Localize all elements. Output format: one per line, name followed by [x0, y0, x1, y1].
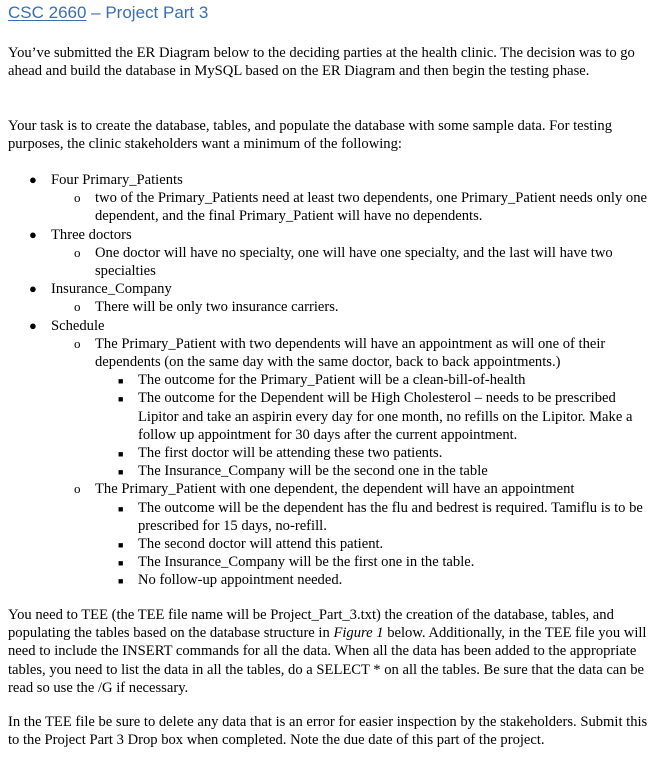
schedule-item	[0, 371, 660, 389]
schedule-item	[0, 389, 660, 444]
requirement-detail-text: There will be only two insurance carriers.	[95, 299, 339, 316]
requirement-detail	[0, 189, 660, 225]
bullet-icon: ●	[29, 172, 37, 187]
requirement-item	[0, 280, 660, 316]
requirement-label: Three doctors	[51, 226, 132, 243]
requirement-detail	[0, 480, 660, 589]
hollow-bullet-icon: o	[74, 244, 81, 260]
square-bullet-icon: ■	[118, 449, 124, 460]
schedule-item	[0, 571, 660, 589]
schedule-item	[0, 499, 660, 535]
requirement-item	[0, 171, 660, 226]
schedule-item	[0, 553, 660, 571]
schedule-item-text: No follow-up appointment needed.	[138, 572, 343, 589]
requirement-label: Insurance_Company	[51, 281, 172, 298]
page-title	[8, 3, 208, 23]
requirement-item	[0, 226, 660, 281]
schedule-item-text: The outcome for the Dependent will be High Cholesterol – needs to be prescribed Lipitor and take an aspirin every day for one month, no refills on the Lipitor. Make a follow up appointment for 30 days after the current appointment.	[138, 390, 633, 443]
hollow-bullet-icon: o	[74, 190, 81, 206]
schedule-item-text: The outcome for the Primary_Patient will be a clean-bill-of-health	[138, 372, 526, 389]
bullet-icon: ●	[29, 317, 37, 333]
schedule-item-text: The first doctor will be attending these two patients.	[138, 445, 443, 462]
square-bullet-icon: ■	[118, 376, 124, 387]
tee-text-before: You need to TEE (the TEE file name will be Project_Part_3.txt) the creation of the database, tables, and populating the tables based on the database structure in	[8, 607, 614, 642]
schedule-item-text: The Insurance_Company will be the first one in the table.	[138, 554, 475, 571]
tee-text-after: below. Additionally, in the TEE file you will need to include the INSERT commands for all the data. When all the data has been added to the appropriate tables, you need to list the data in all the tables, do a SELECT * on all the tables. Be sure that the data can be read so use the /G if necessary.	[8, 625, 647, 696]
requirement-detail-text: two of the Primary_Patients need at least two dependents, one Primary_Patient needs only one dependent, and the final Primary_Patient will have no dependents.	[95, 190, 648, 225]
requirement-item	[0, 317, 660, 590]
square-bullet-icon: ■	[118, 576, 124, 587]
title-separator: –	[86, 3, 106, 22]
requirement-label: Four Primary_Patients	[51, 172, 183, 188]
square-bullet-icon: ■	[118, 558, 124, 569]
requirement-detail-text: The Primary_Patient with two dependents will have an appointment as will one of their dependents (on the same day with the same doctor, back to back appointments.)	[95, 335, 606, 371]
schedule-item	[0, 444, 660, 462]
requirement-detail	[0, 298, 660, 316]
closing-paragraph: In the TEE file be sure to delete any data that is an error for easier inspection by the stakeholders. Submit this to the Project Part 3 Drop box when completed. Note the due date of this part of the project.	[8, 714, 648, 749]
schedule-item	[0, 535, 660, 553]
requirement-detail	[0, 244, 660, 280]
task-paragraph: Your task is to create the database, tables, and populate the database with some sample data. For testing purposes, the clinic stakeholders want a minimum of the following:	[8, 118, 612, 153]
schedule-item-text: The second doctor will attend this patient.	[138, 536, 384, 553]
bullet-icon: ●	[29, 226, 37, 242]
figure-reference: Figure 1	[333, 625, 384, 642]
hollow-bullet-icon: o	[74, 481, 81, 497]
square-bullet-icon: ■	[118, 540, 124, 551]
requirements-list	[0, 171, 660, 590]
schedule-item	[0, 462, 660, 480]
bullet-icon: ●	[29, 281, 37, 297]
schedule-item-text: The Insurance_Company will be the second one in the table	[138, 463, 488, 480]
requirement-label: Schedule	[51, 317, 105, 334]
square-bullet-icon: ■	[118, 503, 124, 514]
requirement-detail	[0, 335, 660, 481]
schedule-item-text: The outcome will be the dependent has the flu and bedrest is required. Tamiflu is to be prescribed for 15 days, no-refill.	[138, 499, 643, 534]
hollow-bullet-icon: o	[74, 335, 81, 351]
hollow-bullet-icon: o	[74, 299, 81, 315]
requirement-detail-text: One doctor will have no specialty, one will have one specialty, and the last will have two specialties	[95, 244, 613, 280]
square-bullet-icon: ■	[118, 394, 124, 405]
intro-paragraph: You’ve submitted the ER Diagram below to the deciding parties at the health clinic. The decision was to go ahead and build the database in MySQL based on the ER Diagram and then begin the testing phase.	[8, 45, 635, 80]
tee-paragraph	[8, 606, 654, 697]
course-code: CSC 2660	[8, 3, 87, 22]
square-bullet-icon: ■	[118, 467, 124, 478]
requirement-detail-text: The Primary_Patient with one dependent, the dependent will have an appointment	[95, 481, 575, 498]
project-title: Project Part 3	[105, 3, 209, 22]
